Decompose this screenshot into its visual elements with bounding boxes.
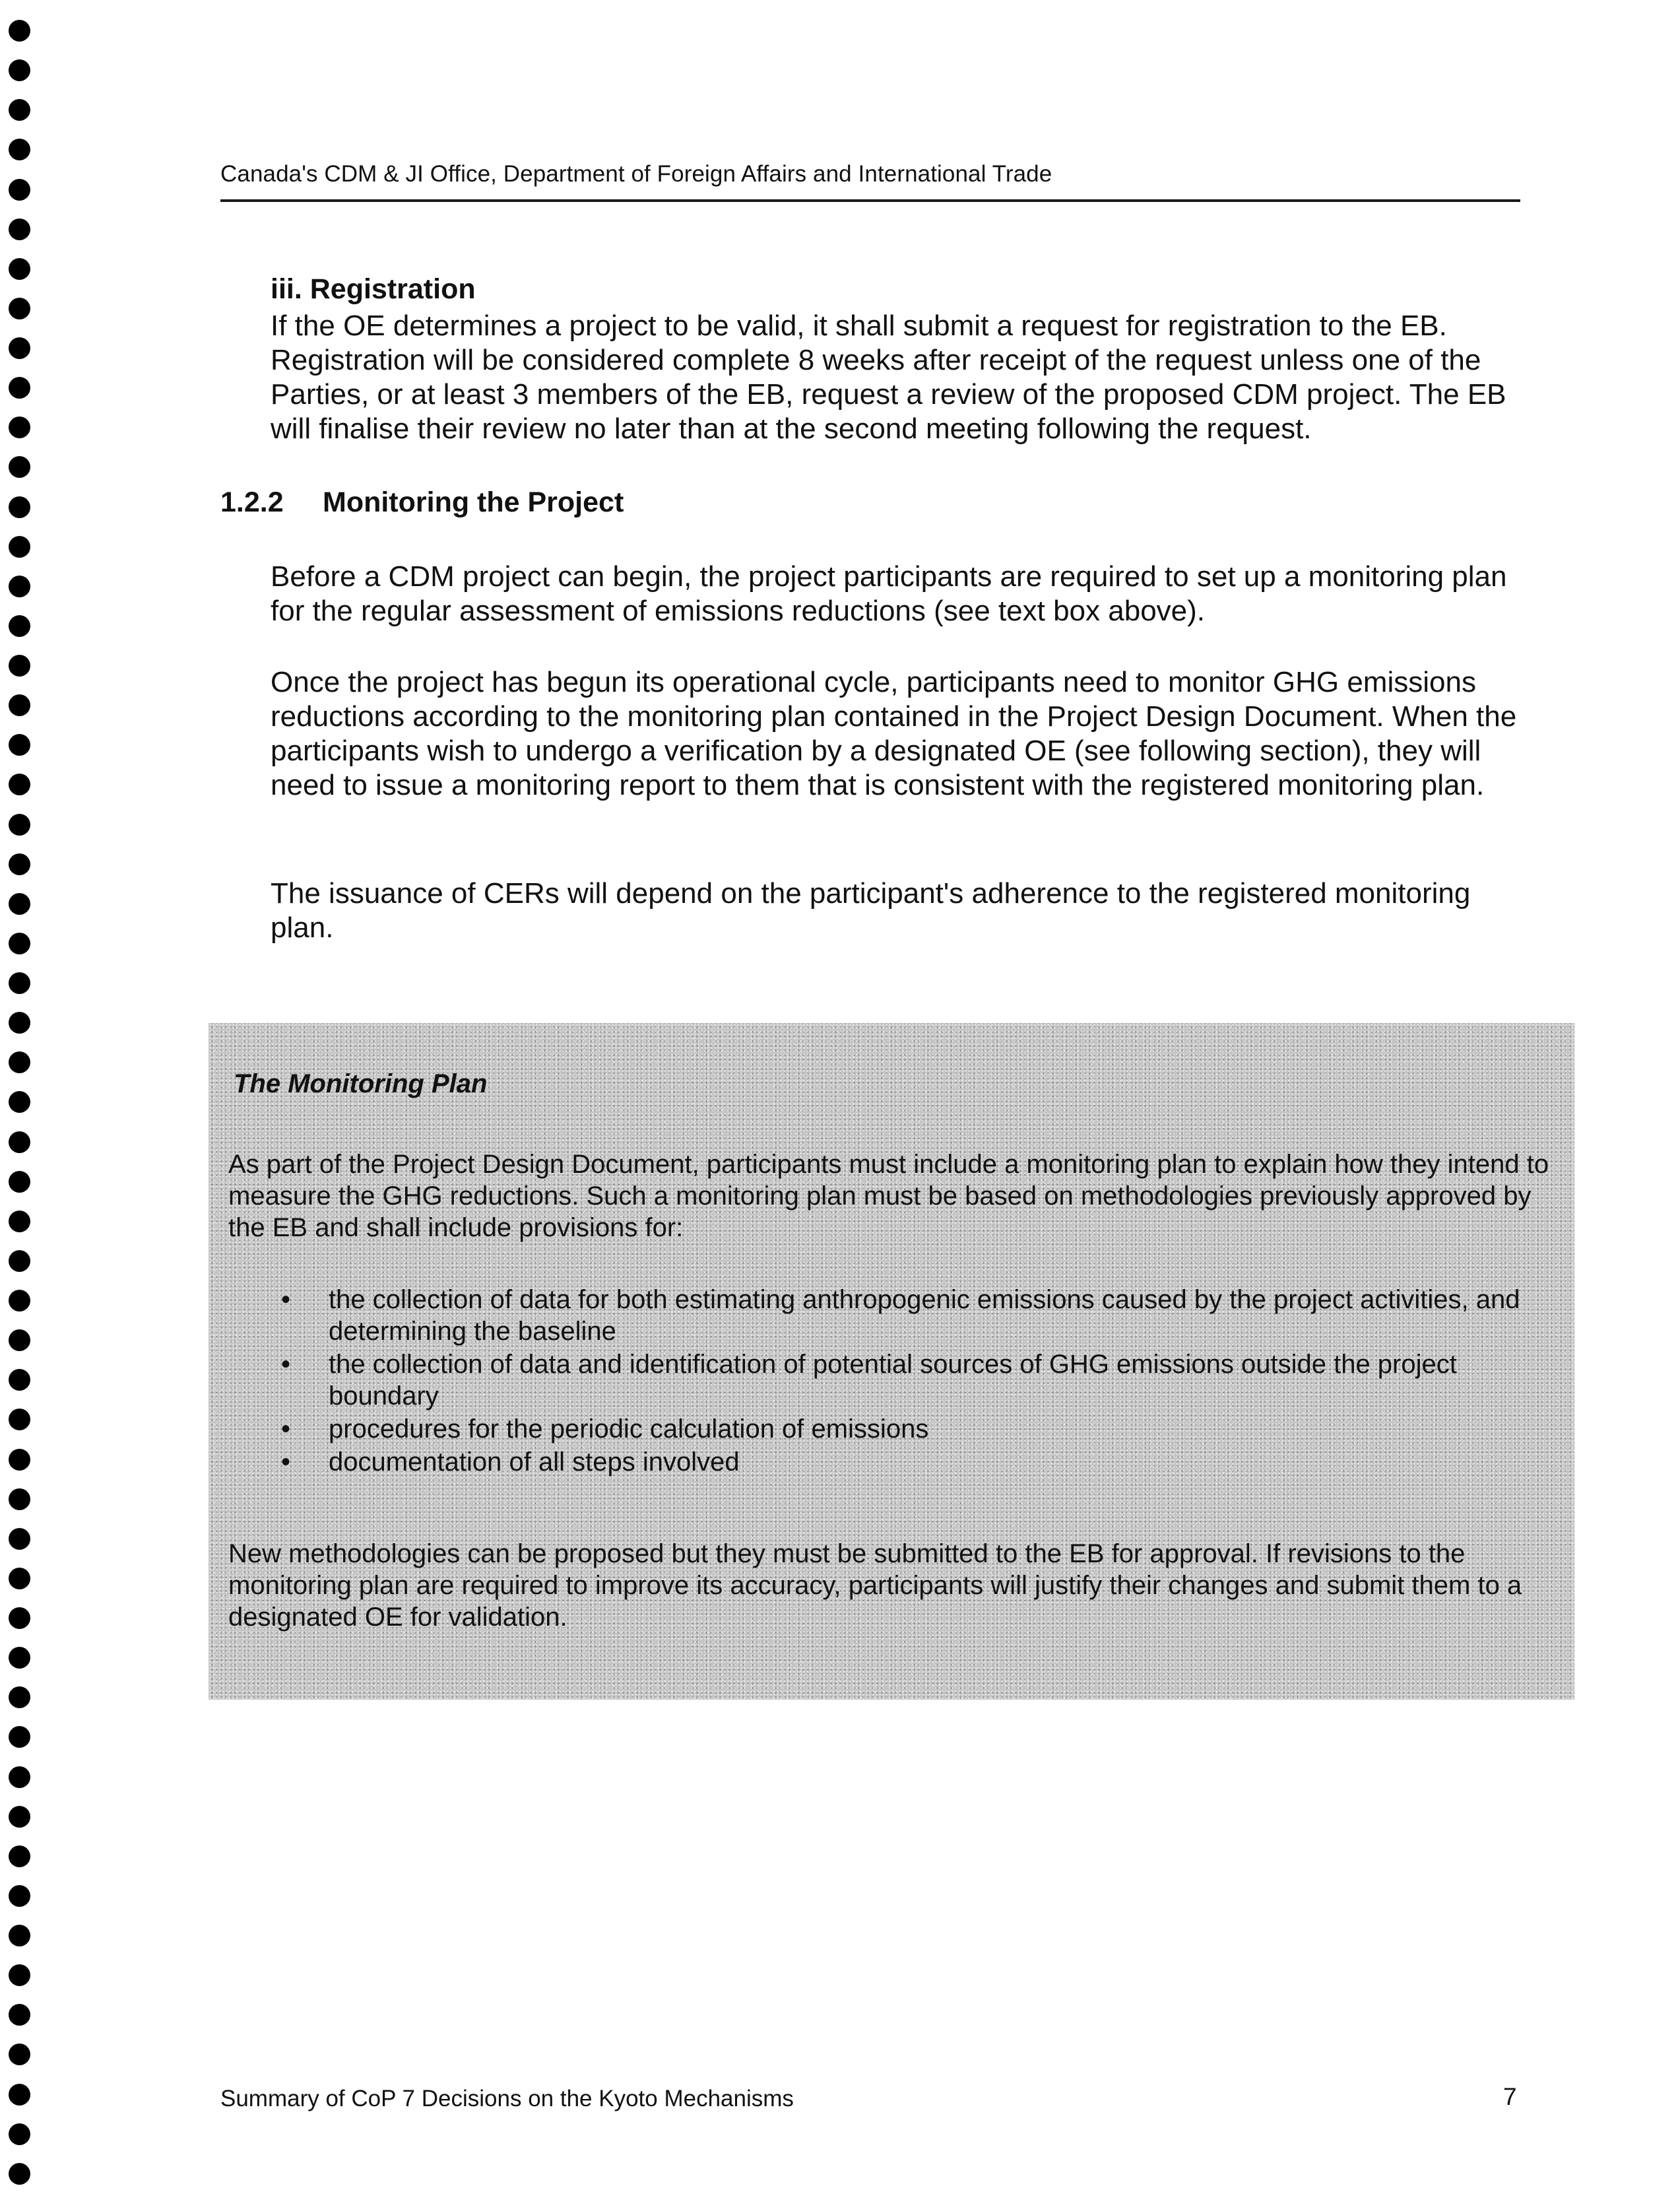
binding-hole [9,1131,30,1153]
textbox-closing: New methodologies can be proposed but they must be submitted to the EB for approval. If revisions to the monitoring plan are required to improve its accuracy, participants will justify their changes and submit them to a designated OE for validation. [228,1539,1522,1632]
section-paragraph-3: The issuance of CERs will depend on the participant's adherence to the registered monitoring plan. [271,877,1471,944]
binding-hole [9,1647,30,1669]
bullet-icon: • [281,1414,291,1444]
binding-hole [9,1449,30,1471]
binding-hole [9,99,30,121]
section-title: Monitoring the Project [323,486,624,518]
page-footer: Summary of CoP 7 Decisions on the Kyoto Mechanisms [220,2086,794,2111]
list-item-text: documentation of all steps involved [329,1447,740,1477]
section-paragraph-1: Before a CDM project can begin, the project participants are required to set up a monitoring plan for the regular assessment of emissions reductions (see text box above). [271,560,1507,627]
binding-hole [9,1766,30,1788]
textbox-title: The Monitoring Plan [234,1069,488,1098]
binding-hole [9,298,30,319]
binding-hole [9,2004,30,2026]
binding-hole [9,694,30,716]
binding-hole [9,1051,30,1073]
binding-hole [9,258,30,280]
binding-hole [9,853,30,875]
binding-holes [5,20,33,2185]
binding-hole [9,59,30,81]
provisions-list [209,1284,1555,1479]
binding-hole [9,1369,30,1391]
list-item-text: the collection of data for both estimating anthropogenic emissions caused by the project activities, and determining the baseline [329,1285,1520,1346]
binding-hole [9,456,30,478]
binding-hole [9,576,30,597]
binding-hole [9,2123,30,2145]
binding-hole [9,377,30,399]
binding-hole [9,1845,30,1867]
bullet-icon: • [281,1447,291,1477]
section-heading [220,486,624,519]
binding-hole [9,1488,30,1510]
header-rule [220,199,1520,202]
binding-hole [9,893,30,915]
binding-hole [9,1528,30,1550]
binding-hole [9,1250,30,1272]
monitoring-plan-textbox [209,1023,1574,1700]
binding-hole [9,1409,30,1430]
binding-hole [9,2163,30,2185]
binding-hole [9,139,30,160]
binding-hole [9,179,30,201]
binding-hole [9,1806,30,1828]
binding-hole [9,2043,30,2065]
binding-hole [9,1091,30,1113]
binding-hole [9,416,30,438]
binding-hole [9,536,30,558]
binding-hole [9,1211,30,1232]
binding-hole [9,1290,30,1312]
binding-hole [9,218,30,240]
list-item [209,1284,1555,1347]
bullet-icon: • [281,1285,291,1314]
list-item [209,1413,1555,1445]
registration-paragraph: If the OE determines a project to be valid, it shall submit a request for registration to the EB. Registration will be considered complete 8 weeks after receipt of the request unless one of the Parties, or at least 3 members of the EB, request a review of the proposed CDM project. The EB will finalise their review no later than at the second meeting following the request. [271,310,1506,445]
binding-hole [9,1726,30,1748]
binding-hole [9,1329,30,1351]
binding-hole [9,1607,30,1629]
binding-hole [9,774,30,795]
binding-hole [9,1568,30,1589]
page-number: 7 [1503,2083,1517,2110]
binding-hole [9,1686,30,1708]
binding-hole [9,496,30,518]
binding-hole [9,1964,30,1986]
binding-hole [9,972,30,994]
binding-hole [9,1925,30,1946]
list-item-text: procedures for the periodic calculation of emissions [329,1414,929,1444]
bullet-icon: • [281,1350,291,1379]
list-item [209,1348,1555,1412]
binding-hole [9,1012,30,1034]
page-header: Canada's CDM & JI Office, Department of Foreign Affairs and International Trade [220,161,1052,187]
textbox-intro: As part of the Project Design Document, participants must include a monitoring plan to explain how they intend to measure the GHG reductions. Such a monitoring plan must be based on methodologies previously approved by the EB and shall include provisions for: [228,1150,1549,1242]
binding-hole [9,1171,30,1193]
list-item-text: the collection of data and identification of potential sources of GHG emissions outside the project boundary [329,1350,1457,1411]
binding-hole [9,655,30,677]
binding-hole [9,814,30,836]
binding-hole [9,337,30,359]
binding-hole [9,1885,30,1907]
binding-hole [9,2084,30,2106]
section-paragraph-2: Once the project has begun its operational cycle, participants need to monitor GHG emissions reductions according to the monitoring plan contained in the Project Design Document. When the participants wish to undergo a verification by a designated OE (see following section), they will need to issue a monitoring report to them that is consistent with the registered monitoring plan. [271,666,1517,801]
binding-hole [9,20,30,42]
binding-hole [9,933,30,954]
section-number: 1.2.2 [220,486,284,518]
registration-heading: iii. Registration [271,273,476,305]
list-item [209,1446,1555,1478]
binding-hole [9,734,30,756]
binding-hole [9,615,30,637]
